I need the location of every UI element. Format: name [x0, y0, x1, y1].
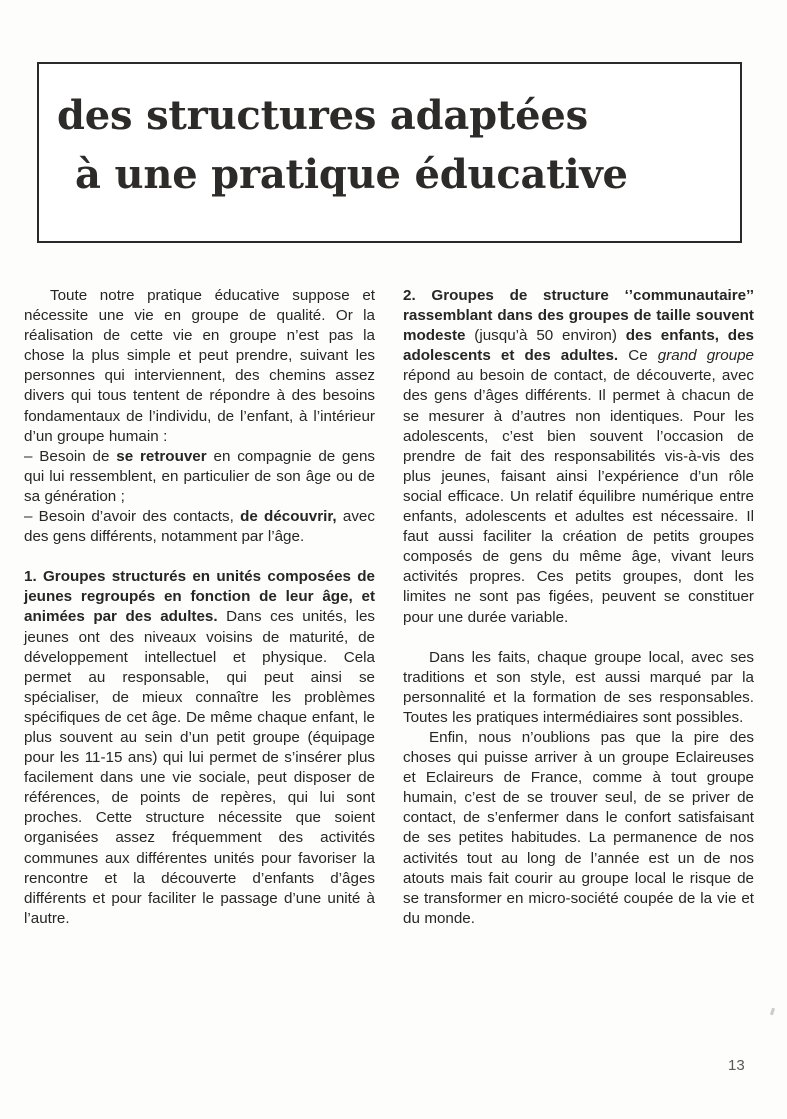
page-number: 13	[728, 1057, 745, 1074]
page-title-line-1: des structures adaptées	[57, 92, 588, 139]
text-run: (jusqu’à 50 environ)	[465, 327, 626, 345]
paragraph-section-1	[24, 567, 375, 929]
column-left	[24, 286, 375, 929]
bold-run: se retrouver	[116, 447, 207, 465]
text-run: Dans ces unités, les jeunes ont des niveaux voisins de maturité, de développement intellectuel et physique. Cela permet au responsable, qui peut ainsi se spécialiser, de mieux connaître les problèmes spécifiques de cet âge. De même chaque enfant, le plus souvent au sein d’un petit groupe (équipage pour les 11-15 ans) qui lui permet de s’insérer plus facilement dans une vie sociale, peut disposer de références, de points de repères, qui lui sont proches. Cette structure nécessite que soient organisées assez fréquemment des activités communes aux différentes unités pour favoriser la rencontre et la découverte d’enfants d’âges différents et pour faciliter le passage d’une unité à l’autre.	[24, 608, 375, 927]
text-run: Toute notre pratique éducative suppose et nécessite une vie en groupe de qualité. Or la réalisation de cette vie en groupe n’est pas la chose la plus simple et peut prendre, suivant les personnes qui interviennent, des chemins assez divers qui tous tentent de répondre à des besoins fondamentaux de l’individu, de l’enfant, à l’intérieur d’un groupe humain :	[24, 287, 375, 445]
bold-run: 1. Groupes structurés en unités composées de jeunes regroupés en fonction de leur âge, et animées par des adultes.	[24, 568, 375, 626]
bold-run: des enfants, des adolescents et des adultes.	[403, 327, 754, 365]
text-run: en compagnie de gens qui lui ressemblent, en particulier de son âge ou de sa génération ;	[24, 447, 375, 505]
text-run: Ce	[618, 347, 658, 365]
bold-run: 2. Groupes de structure ‘’communautaire’’ rassemblant dans des groupes de taille souvent modeste	[403, 287, 754, 345]
paragraph-bullet-1	[24, 447, 375, 507]
paragraph-enfin	[403, 728, 754, 929]
text-run: Dans les faits, chaque groupe local, avec ses traditions et son style, est aussi marqué par la personnalité et la formation de ses responsables. Toutes les pratiques intermédiaires sont possibles.	[403, 648, 754, 726]
bold-run: de découvrir,	[240, 508, 337, 526]
italic-run: grand groupe	[657, 347, 754, 365]
paragraph-section-2	[403, 286, 754, 628]
paragraph-bullet-2	[24, 507, 375, 547]
text-run: – Besoin de	[24, 447, 117, 465]
title-box-inner	[39, 64, 740, 204]
text-run: avec des gens différents, notamment par l’âge.	[24, 508, 375, 546]
text-run: Enfin, nous n’oublions pas que la pire des choses qui puisse arriver à un groupe Eclaireuses et Eclaireurs de France, comme à tout groupe humain, c’est de se trouver seul, de se priver de contact, de s’enfermer dans le confort satisfaisant de ses petites habitudes. La permanence de nos activités tout au long de l’année est un de nos atouts mais fait courir au groupe local le risque de se transformer en micro-société coupée de la vie et du monde.	[403, 728, 754, 927]
title-box	[37, 62, 742, 243]
paragraph-intro	[24, 286, 375, 447]
article-body	[0, 286, 787, 1076]
page-title-line-2: à une pratique éducative	[75, 151, 628, 199]
text-run: – Besoin d’avoir des contacts,	[24, 508, 241, 526]
text-run: répond au besoin de contact, de découverte, avec des gens d’âges différents. Il permet à chacun de se mesurer à d’autres non identiques. Pour les adolescents, c’est bien souvent l’occasion de prendre de fait des responsabilités vis-à-vis des plus jeunes, faisant ainsi l’expérience d’un rôle social efficace. Un relatif équilibre numérique entre enfants, adolescents et adultes est nécessaire. Il faut aussi faciliter la création de petits groupes composés de gens du même âge, vivant leurs activités propres. Ces petits groupes, dont les limites ne sont pas figées, peuvent se constituer pour une durée variable.	[403, 367, 754, 626]
paragraph-dans-les-faits	[403, 648, 754, 728]
column-right	[403, 286, 754, 929]
